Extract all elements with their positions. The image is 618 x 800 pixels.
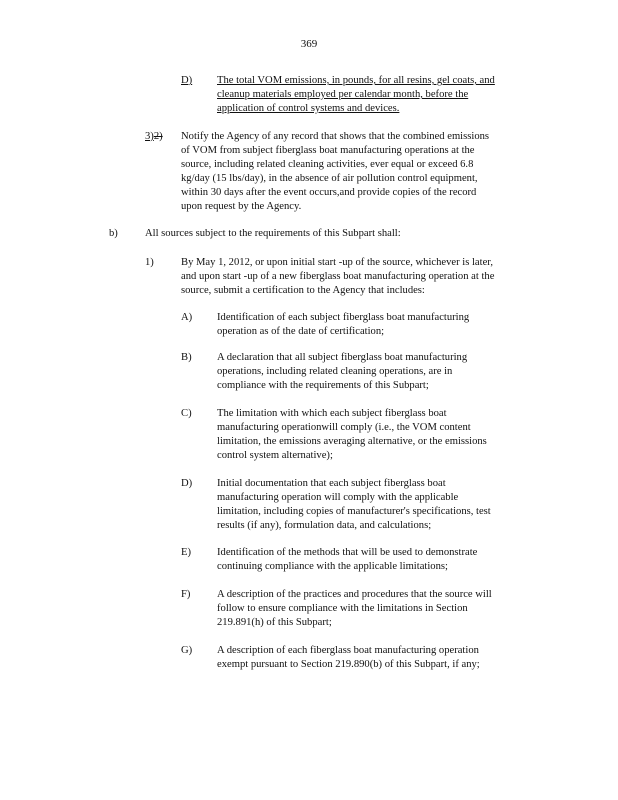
item-f-label: F)	[181, 589, 191, 600]
item-f-text	[217, 588, 529, 630]
para-3-line-3: source, including related cleaning activities, ever equal or exceed 6.8	[181, 159, 474, 170]
item-f-line-1: A description of the practices and procedures that the source will	[217, 589, 492, 600]
item-c-line-1: The limitation with which each subject fiberglass boat	[217, 408, 447, 419]
para-3-label-old: 2)	[153, 131, 163, 142]
item-b-line-3: compliance with the requirements of this Subpart;	[217, 380, 429, 391]
para-3-line-4: kg/day (15 lbs/day), in the absence of air pollution control equipment,	[181, 173, 478, 184]
para-d-top-line-1: The total VOM emissions, in pounds, for all resins, gel coats, and	[217, 75, 495, 86]
para-d-top-line-2: cleanup materials employed per calendar month, before the	[217, 89, 469, 100]
para-3-label	[145, 130, 163, 144]
item-e-label: E)	[181, 547, 191, 558]
para-3-line-6: upon request by the Agency.	[181, 201, 302, 212]
para-3-line-2: of VOM from subject fiberglass boat manufacturing operations at the	[181, 145, 475, 156]
item-d-line-3: limitation, including copies of manufacturer's specifications, test	[217, 506, 491, 517]
para-3-line-1: Notify the Agency of any record that shows that the combined emissions	[181, 131, 490, 142]
item-e-text	[217, 546, 529, 574]
item-b-line-2: operations, including related cleaning operations, are in	[217, 366, 453, 377]
item-e-line-2: continuing compliance with the applicable limitations;	[217, 561, 448, 572]
item-d-label: D)	[181, 478, 193, 489]
item-g-text	[217, 644, 517, 672]
item-d-line-4: results (if any), formulation data, and calculations;	[217, 520, 432, 531]
para-d-top-label: D)	[181, 75, 193, 86]
item-a-text	[217, 311, 517, 339]
item-b-text	[217, 351, 517, 393]
item-d-line-1: Initial documentation that each subject fiberglass boat	[217, 478, 446, 489]
item-f-line-3: 219.891(h) of this Subpart;	[217, 617, 332, 628]
para-1-line-1: By May 1, 2012, or upon initial start -up of the source, whichever is later,	[181, 257, 494, 268]
item-a-line-1: Identification of each subject fiberglass boat manufacturing	[217, 312, 470, 323]
item-b-line-1: A declaration that all subject fiberglass boat manufacturing	[217, 352, 468, 363]
para-1-line-3: source, submit a certification to the Agency that includes:	[181, 285, 425, 296]
item-c-label: C)	[181, 408, 192, 419]
para-1-label: 1)	[145, 257, 154, 268]
para-3-line-5: within 30 days after the event occurs,and provide copies of the record	[181, 187, 477, 198]
para-b-text: All sources subject to the requirements of this Subpart shall:	[145, 228, 401, 239]
item-c-text	[217, 407, 529, 463]
para-3-label-new: 3)	[145, 131, 154, 142]
page-number: 369	[300, 38, 318, 50]
item-f-line-2: follow to ensure compliance with the limitations in Section	[217, 603, 468, 614]
item-g-line-2: exempt pursuant to Section 219.890(b) of this Subpart, if any;	[217, 659, 480, 670]
para-1-line-2: and upon start -up of a new fiberglass boat manufacturing operation at the	[181, 271, 495, 282]
item-c-line-4: control system alternative);	[217, 450, 333, 461]
item-d-text	[217, 477, 529, 533]
item-b-label: B)	[181, 352, 192, 363]
item-a-line-2: operation as of the date of certification;	[217, 326, 385, 337]
para-d-top-text	[217, 74, 533, 116]
item-c-line-3: limitation, the emissions averaging alternative, or the emissions	[217, 436, 487, 447]
para-d-top-line-3: application of control systems and devices.	[217, 103, 400, 114]
para-1-text	[181, 256, 533, 298]
item-g-label: G)	[181, 645, 193, 656]
item-a-label: A)	[181, 312, 193, 323]
item-d-line-2: manufacturing operation will comply with the applicable	[217, 492, 459, 503]
para-b-label: b)	[109, 228, 118, 239]
item-c-line-2: manufacturing operationwill comply (i.e., the VOM content	[217, 422, 471, 433]
item-e-line-1: Identification of the methods that will be used to demonstrate	[217, 547, 478, 558]
para-3-text	[181, 130, 529, 214]
item-g-line-1: A description of each fiberglass boat manufacturing operation	[217, 645, 479, 656]
